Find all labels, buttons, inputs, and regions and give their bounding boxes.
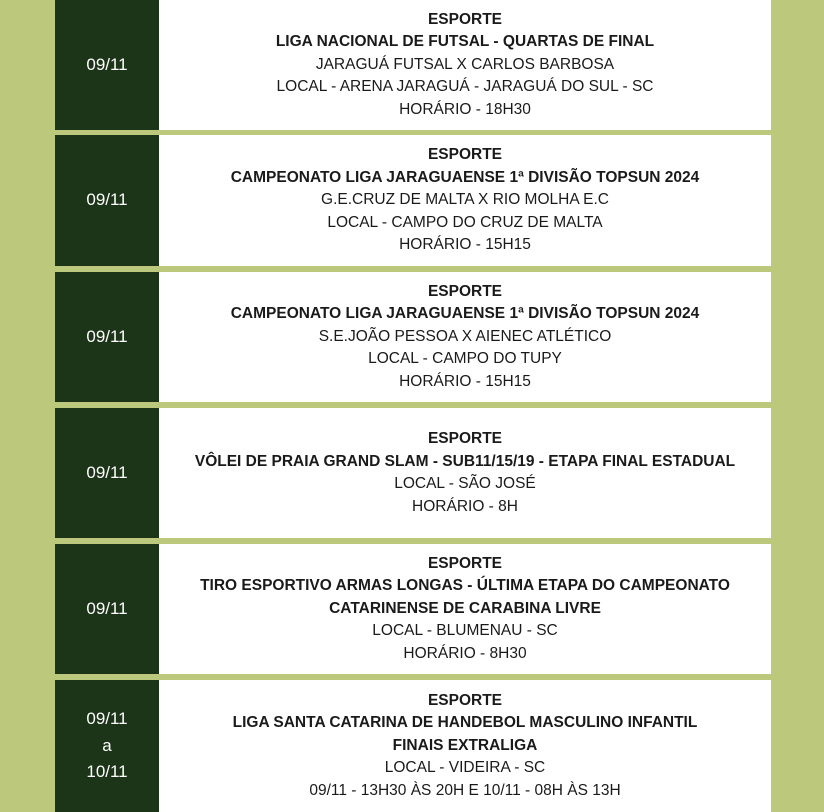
event-title: LIGA NACIONAL DE FUTSAL - QUARTAS DE FINAL: [275, 33, 655, 51]
event-info-cell: [159, 544, 771, 674]
event-title: LIGA SANTA CATARINA DE HANDEBOL MASCULINO INFANTIL: [232, 714, 698, 732]
event-detail: HORÁRIO - 8H30: [403, 644, 527, 662]
event-date-cell: [55, 0, 159, 130]
event-detail: JARAGUÁ FUTSAL X CARLOS BARBOSA: [315, 55, 615, 73]
event-info-cell: [159, 408, 771, 538]
event-detail: LOCAL - ARENA JARAGUÁ - JARAGUÁ DO SUL - SC: [276, 78, 654, 96]
event-info-cell: [159, 0, 771, 130]
event-category: ESPORTE: [427, 146, 503, 164]
event-date: 10/11: [86, 762, 128, 782]
event-date: 09/11: [86, 598, 128, 618]
event-detail: HORÁRIO - 15H15: [399, 372, 531, 390]
event-row: [55, 0, 771, 130]
event-title: CAMPEONATO LIGA JARAGUAENSE 1ª DIVISÃO TOPSUN 2024: [230, 168, 700, 186]
event-detail: G.E.CRUZ DE MALTA X RIO MOLHA E.C: [321, 191, 609, 209]
event-row: [55, 544, 771, 674]
event-date: 09/11: [86, 54, 128, 74]
event-category: ESPORTE: [427, 554, 503, 572]
event-detail: S.E.JOÃO PESSOA X AIENEC ATLÉTICO: [318, 327, 612, 345]
event-detail: 09/11 - 13H30 ÀS 20H E 10/11 - 08H ÀS 13H: [309, 781, 621, 799]
event-detail: LOCAL - CAMPO DO TUPY: [368, 350, 562, 368]
event-date-cell: [55, 135, 159, 266]
event-date: a: [102, 735, 112, 755]
event-title: CAMPEONATO LIGA JARAGUAENSE 1ª DIVISÃO TOPSUN 2024: [230, 305, 700, 323]
event-category: ESPORTE: [427, 430, 503, 447]
event-date-cell: [55, 272, 159, 402]
event-info-cell: [159, 680, 771, 812]
event-info-cell: [159, 135, 771, 266]
event-date-cell: [55, 680, 159, 812]
event-title: CATARINENSE DE CARABINA LIVRE: [329, 599, 601, 617]
event-detail: LOCAL - SÃO JOSÉ: [394, 475, 536, 492]
event-category: ESPORTE: [427, 282, 503, 300]
event-info-cell: [159, 272, 771, 402]
event-detail: LOCAL - VIDEIRA - SC: [384, 759, 546, 777]
event-detail: HORÁRIO - 18H30: [399, 100, 531, 118]
event-row: [55, 680, 771, 812]
event-row: [55, 272, 771, 402]
event-date-cell: [55, 544, 159, 674]
event-title: TIRO ESPORTIVO ARMAS LONGAS - ÚLTIMA ETAPA DO CAMPEONATO: [200, 577, 730, 595]
event-row: [55, 135, 771, 266]
event-detail: LOCAL - BLUMENAU - SC: [372, 622, 558, 640]
event-row: [55, 408, 771, 538]
event-date: 09/11: [86, 326, 128, 346]
event-detail: HORÁRIO - 15H15: [399, 236, 531, 254]
event-category: ESPORTE: [427, 10, 503, 28]
event-title: VÔLEI DE PRAIA GRAND SLAM - SUB11/15/19 - ETAPA FINAL ESTADUAL: [194, 452, 736, 470]
event-category: ESPORTE: [427, 691, 503, 709]
event-title: FINAIS EXTRALIGA: [392, 736, 538, 754]
event-date: 09/11: [86, 709, 128, 729]
event-date-cell: [55, 408, 159, 538]
event-date: 09/11: [86, 190, 128, 210]
event-date: 09/11: [86, 462, 128, 482]
event-detail: HORÁRIO - 8H: [412, 497, 518, 515]
event-detail: LOCAL - CAMPO DO CRUZ DE MALTA: [327, 213, 603, 231]
